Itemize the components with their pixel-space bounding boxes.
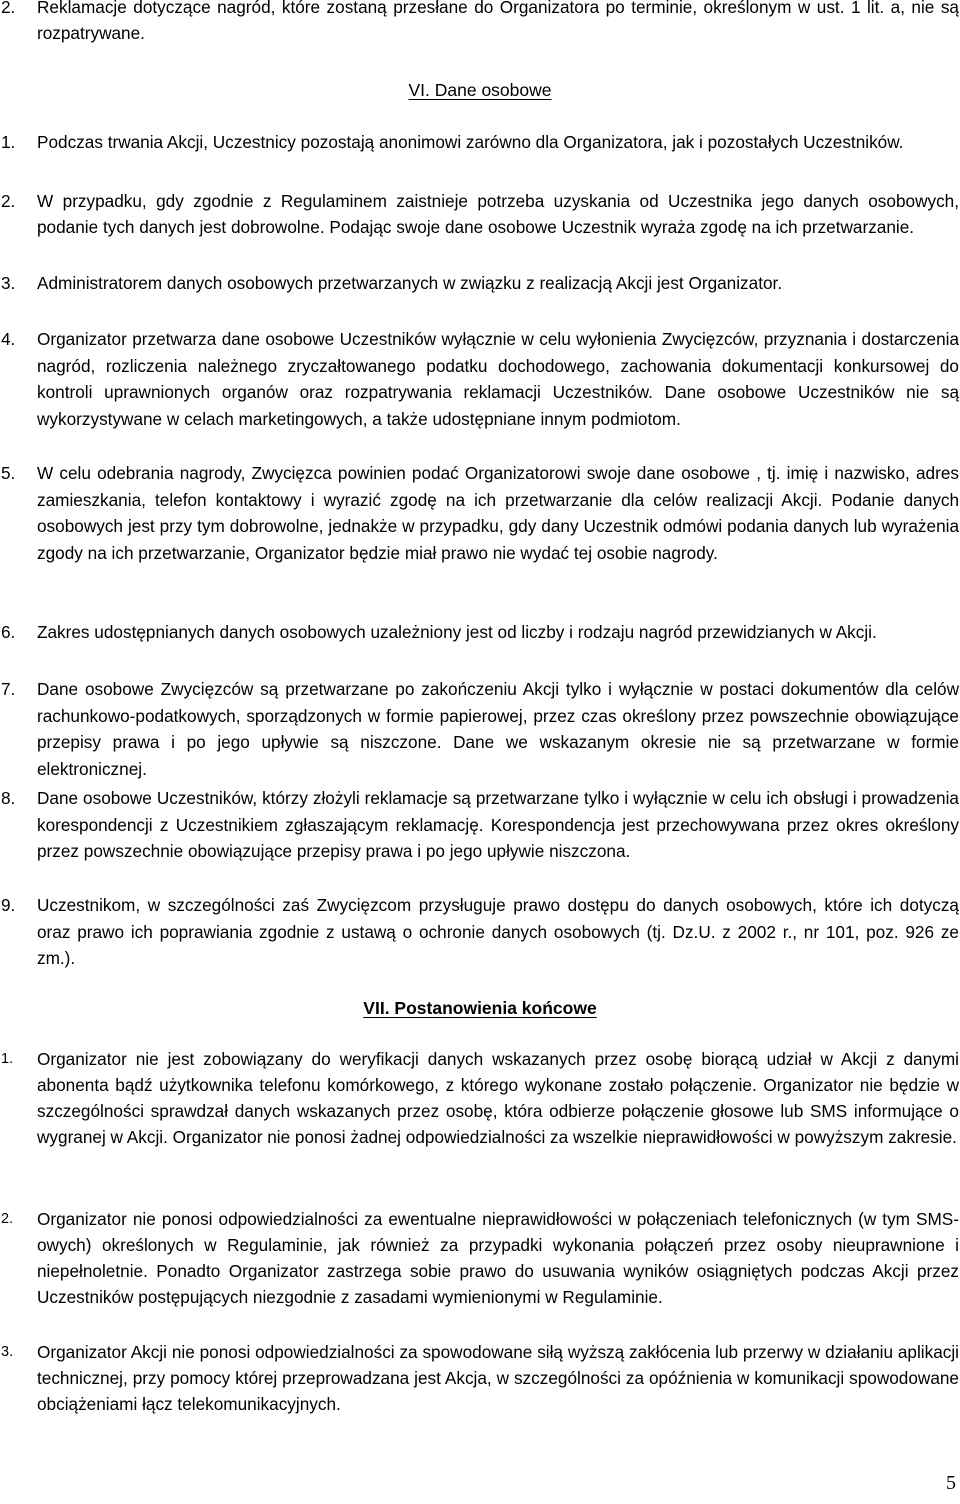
- section6-item-1: [0, 130, 960, 156]
- section6-item-8: [0, 785, 960, 865]
- item-text: Dane osobowe Uczestników, którzy złożyli reklamacje są przetwarzane tylko i wyłącznie w celu ich obsługi i prowadzenia korespondencji z Uczestnikiem zgłaszającym reklamację. Korespondencja jest przechowywana przez okres określony przez powszechnie obowiązujące przepisy prawa i po jego upływie niszczona.: [37, 788, 959, 861]
- section7-item-2: [0, 1206, 960, 1310]
- section-heading-text: VI. Dane osobowe: [408, 80, 552, 100]
- section7-item-1: [0, 1046, 960, 1150]
- item-text: Organizator Akcji nie ponosi odpowiedzialności za spowodowane siłą wyższą zakłócenia lub przerwy w działaniu aplikacji technicznej, przy pomocy której przeprowadzana jest Akcja, w szczególności za opóźnienia w komunikacji spowodowane obciążeniami łącz telekomunikacyjnych.: [37, 1342, 959, 1414]
- item-number: 1.: [1, 132, 16, 152]
- item-number: 9.: [1, 895, 16, 915]
- item-text: Podczas trwania Akcji, Uczestnicy pozostają anonimowi zarówno dla Organizatora, jak i pozostałych Uczestników.: [37, 132, 904, 152]
- item-number: 6.: [1, 622, 16, 642]
- section-heading-text: VII. Postanowienia końcowe: [363, 998, 597, 1018]
- item-text: W przypadku, gdy zgodnie z Regulaminem zaistnieje potrzeba uzyskania od Uczestnika jego danych osobowych, podanie tych danych jest dobrowolne. Podając swoje dane osobowe Uczestnik wyraża zgodę na ich przetwarzanie.: [37, 191, 959, 237]
- item-text: Zakres udostępnianych danych osobowych uzależniony jest od liczby i rodzaju nagród przewidzianych w Akcji.: [37, 622, 877, 642]
- item-text: Organizator nie jest zobowiązany do weryfikacji danych wskazanych przez osobę biorącą udział w Akcji z danymi abonenta bądź użytkownika telefonu komórkowego, z którego wykonane zostało połączenie. Organizator nie będzie w szczególności sprawdzał danych wskazanych przez osobę, która odbierze połączenie głosowe lub SMS informujące o wygranej w Akcji. Organizator nie ponosi żadnej odpowiedzialności za wszelkie nieprawidłowości w powyższym zakresie.: [37, 1049, 959, 1147]
- page-number: 5: [946, 1472, 956, 1494]
- item-number: 5.: [1, 463, 16, 483]
- item-number: 1.: [1, 1051, 14, 1067]
- item-number: 4.: [1, 329, 16, 349]
- item-number: 2.: [1, 1211, 14, 1227]
- item-text: Organizator nie ponosi odpowiedzialności za ewentualne nieprawidłowości w połączeniach telefonicznych (w tym SMS-owych) określonych w Regulaminie, jak również za przypadki wykonania połączeń przez osoby nieuprawnione i niepełnoletnie. Ponadto Organizator zastrzega sobie prawo do usuwania wyników osiągniętych podczas Akcji przez Uczestników postępujących niezgodnie z zasadami wymienionymi w Regulaminie.: [37, 1209, 959, 1307]
- section-heading: [0, 995, 960, 1021]
- prev-item: [0, 0, 960, 46]
- section6-item-3: [0, 271, 960, 297]
- item-number: 3.: [1, 273, 16, 293]
- item-text: W celu odebrania nagrody, Zwycięzca powinien podać Organizatorowi swoje dane osobowe , tj. imię i nazwisko, adres zamieszkania, telefon kontaktowy i wyrazić zgodę na ich przetwarzanie dla celów realizacji Akcji. Podanie danych osobowych jest przy tym dobrowolne, jednakże w przypadku, gdy dany Uczestnik odmówi podania danych lub wyrażenia zgody na ich przetwarzanie, Organizator będzie miał prawo nie wydać tej osobie nagrody.: [37, 463, 959, 563]
- item-number: 3.: [1, 1344, 14, 1360]
- item-number: 2.: [1, 191, 16, 211]
- section6-item-9: [0, 892, 960, 972]
- section7-item-3: [0, 1339, 960, 1417]
- item-number: 7.: [1, 679, 16, 699]
- section6-item-2: [0, 189, 960, 240]
- section6-item-6: [0, 619, 960, 646]
- item-number: 8.: [1, 788, 16, 808]
- section6-item-5: [0, 460, 960, 566]
- item-number: 2.: [1, 0, 16, 17]
- item-text: Uczestnikom, w szczególności zaś Zwycięzcom przysługuje prawo dostępu do danych osobowych, które ich dotyczą oraz prawo ich poprawiania zgodnie z ustawą o ochronie danych osobowych (tj. Dz.U. z 2002 r., nr 101, poz. 926 ze zm.).: [37, 895, 959, 968]
- item-text: Organizator przetwarza dane osobowe Uczestników wyłącznie w celu wyłonienia Zwycięzców, przyznania i dostarczenia nagród, rozliczenia należnego zryczałtowanego podatku dochodowego, zachowania dokumentacji konkursowej do kontroli uprawnionych organów oraz rozpatrywania reklamacji Uczestników. Dane osobowe Uczestników nie są wykorzystywane w celach marketingowych, a także udostępniane innym podmiotom.: [37, 329, 959, 429]
- item-text: Administratorem danych osobowych przetwarzanych w związku z realizacją Akcji jest Organizator.: [37, 273, 783, 293]
- section6-item-7: [0, 676, 960, 782]
- section-heading: [0, 77, 960, 103]
- section6-item-4: [0, 326, 960, 432]
- item-text: Reklamacje dotyczące nagród, które zostaną przesłane do Organizatora po terminie, określonym w ust. 1 lit. a, nie są rozpatrywane.: [37, 0, 959, 43]
- item-text: Dane osobowe Zwycięzców są przetwarzane po zakończeniu Akcji tylko i wyłącznie w postaci dokumentów dla celów rachunkowo-podatkowych, sporządzonych w formie papierowej, przez czas określony przez powszechnie obowiązujące przepisy prawa i po jego upływie są niszczone. Dane we wskazanym okresie nie są przetwarzane w formie elektronicznej.: [37, 679, 959, 779]
